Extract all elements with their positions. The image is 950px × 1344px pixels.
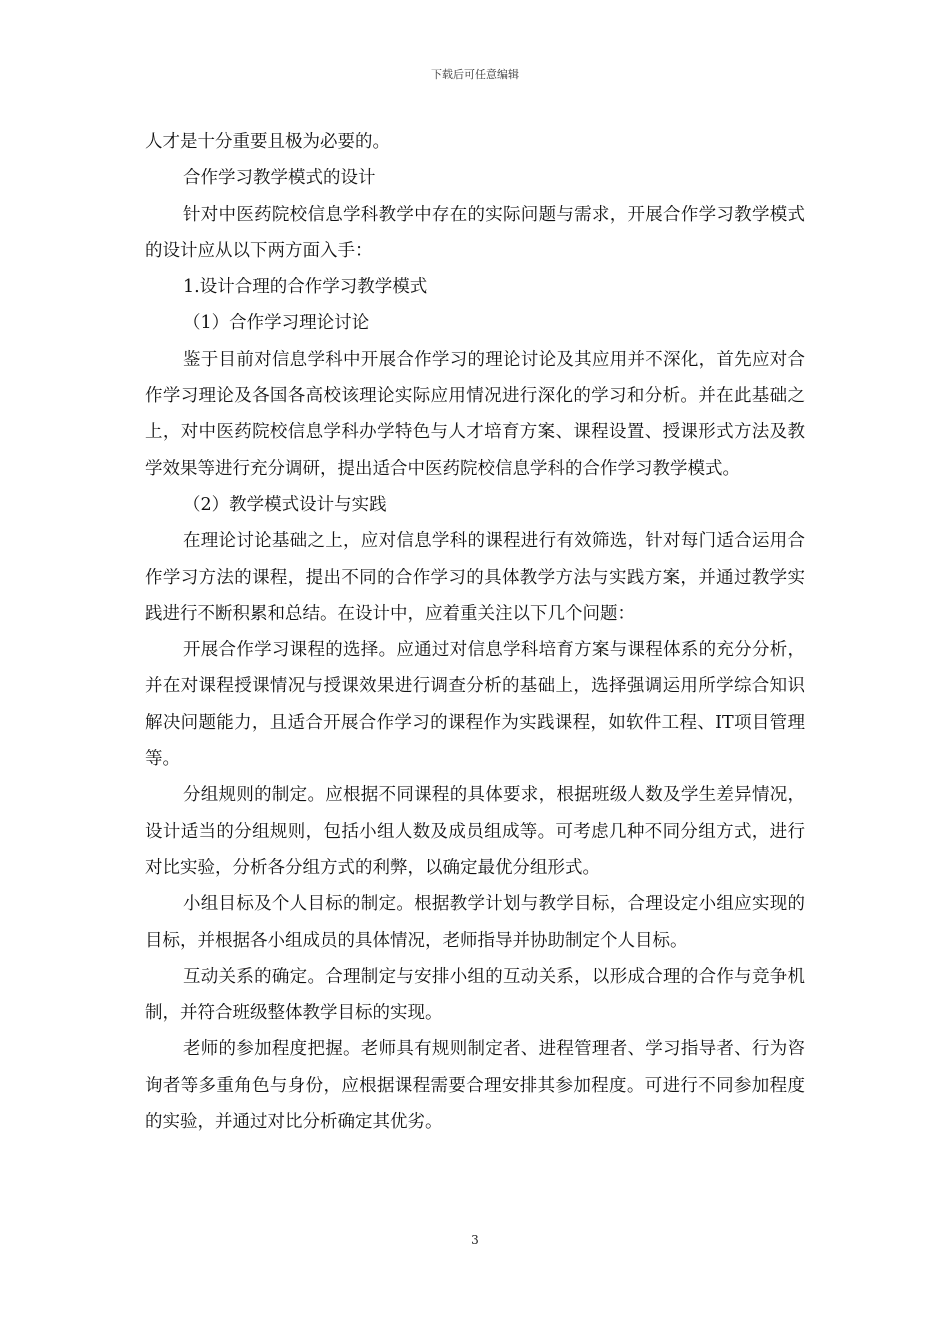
section-heading: 合作学习教学模式的设计 [183,168,376,189]
paragraph: 互动关系的确定。合理制定与安排小组的互动关系，以形成合理的合作与竞争机制，并符合班级整体教学目标的实现。 [145,966,805,1024]
paragraph: 老师的参加程度把握。老师具有规则制定者、进程管理者、学习指导者、行为咨询者等多重角色与身份，应根据课程需要合理安排其参加程度。可进行不同参加程度的实验，并通过对比分析确定其优劣。 [145,1039,805,1133]
paragraph: 小组目标及个人目标的制定。根据教学计划与教学目标，合理设定小组应实现的目标，并根据各小组成员的具体情况，老师指导并协助制定个人目标。 [145,894,805,951]
page-number: 3 [471,1233,479,1247]
paragraph: 开展合作学习课程的选择。应通过对信息学科培育方案与课程体系的充分分析，并在对课程授课情况与授课效果进行调查分析的基础上，选择强调运用所学综合知识解决问题能力，且适合开展合作学习的课程作为实践课程，如软件工程、IT项目管理等。 [145,640,805,770]
paragraph: 针对中医药院校信息学科教学中存在的实际问题与需求，开展合作学习教学模式的设计应从以下两方面入手： [145,204,805,261]
paragraph: 鉴于目前对信息学科中开展合作学习的理论讨论及其应用并不深化，首先应对合作学习理论及各国各高校该理论实际应用情况进行深化的学习和分析。并在此基础之上，对中医药院校信息学科办学特色与人才培育方案、课程设置、授课形式方法及教学效果等进行充分调研，提出适合中医药院校信息学科的合作学习教学模式。 [145,349,805,479]
page-header-note: 下载后可任意编辑 [431,68,519,81]
paragraph: 在理论讨论基础之上，应对信息学科的课程进行有效筛选，针对每门适合运用合作学习方法的课程，提出不同的合作学习的具体教学方法与实践方案，并通过教学实践进行不断积累和总结。在设计中，应着重关注以下几个问题： [145,531,805,624]
document-body [145,124,805,1140]
subsection-heading: （2）教学模式设计与实践 [183,494,387,515]
subsection-heading: 1.设计合理的合作学习教学模式 [183,277,428,298]
paragraph: 分组规则的制定。应根据不同课程的具体要求，根据班级人数及学生差异情况，设计适当的分组规则，包括小组人数及成员组成等。可考虑几种不同分组方式，进行对比实验，分析各分组方式的利弊，以确定最优分组形式。 [145,785,805,878]
paragraph-continuation: 人才是十分重要且极为必要的。 [145,132,390,152]
subsection-heading: （1）合作学习理论讨论 [183,313,370,334]
